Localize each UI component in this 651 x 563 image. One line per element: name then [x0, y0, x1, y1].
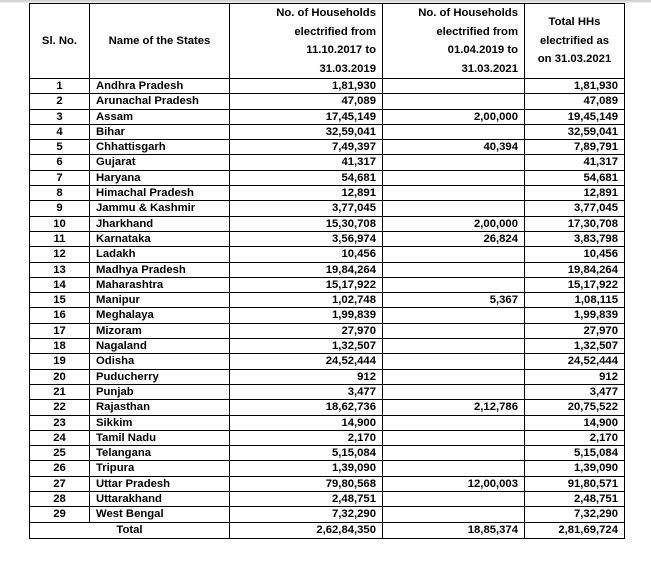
- row-households-2019-2021: [383, 430, 525, 445]
- table-row: [30, 476, 625, 491]
- row-sl-no: 9: [30, 201, 90, 216]
- row-total-hhs: 32,59,041: [525, 124, 625, 139]
- row-sl-no: 23: [30, 415, 90, 430]
- row-sl-no: 26: [30, 461, 90, 476]
- table-row: [30, 124, 625, 139]
- row-sl-no: 13: [30, 262, 90, 277]
- header-line: 31.03.2019: [319, 62, 376, 75]
- row-sl-no: 29: [30, 507, 90, 522]
- row-households-2017-2019: 2,170: [230, 430, 383, 445]
- row-total-hhs: 1,81,930: [525, 79, 625, 94]
- row-total-hhs: 1,32,507: [525, 339, 625, 354]
- row-households-2019-2021: [383, 384, 525, 399]
- header-line: on 31.03.2021: [537, 53, 612, 66]
- header-line: 01.04.2019 to: [447, 44, 518, 56]
- row-sl-no: 21: [30, 384, 90, 399]
- row-sl-no: 6: [30, 155, 90, 170]
- row-sl-no: 4: [30, 124, 90, 139]
- row-state-name: Uttarakhand: [90, 492, 230, 507]
- table-row: [30, 369, 625, 384]
- row-households-2019-2021: [383, 277, 525, 292]
- row-total-hhs: 19,45,149: [525, 109, 625, 124]
- row-state-name: Arunachal Pradesh: [90, 94, 230, 109]
- row-state-name: Madhya Pradesh: [90, 262, 230, 277]
- row-state-name: Bihar: [90, 124, 230, 139]
- row-households-2017-2019: 1,02,748: [230, 293, 383, 308]
- row-households-2017-2019: 1,81,930: [230, 79, 383, 94]
- row-households-2019-2021: 2,00,000: [383, 109, 525, 124]
- household-electrification-table: [29, 3, 625, 539]
- row-total-hhs: 20,75,522: [525, 400, 625, 415]
- row-households-2019-2021: [383, 354, 525, 369]
- table-row: [30, 339, 625, 354]
- row-households-2017-2019: 79,80,568: [230, 476, 383, 491]
- row-total-hhs: 54,681: [525, 170, 625, 185]
- header-line: 31.03.2021: [461, 62, 518, 75]
- header-households-2019-2021: [383, 4, 525, 79]
- row-state-name: Jammu & Kashmir: [90, 201, 230, 216]
- row-households-2017-2019: 15,17,922: [230, 277, 383, 292]
- row-households-2017-2019: 1,39,090: [230, 461, 383, 476]
- row-state-name: Uttar Pradesh: [90, 476, 230, 491]
- row-households-2019-2021: [383, 308, 525, 323]
- row-total-hhs: 7,89,791: [525, 140, 625, 155]
- row-state-name: Telangana: [90, 446, 230, 461]
- row-households-2019-2021: [383, 339, 525, 354]
- total-hhs-electrified: 2,81,69,724: [525, 522, 625, 538]
- row-households-2019-2021: [383, 262, 525, 277]
- row-total-hhs: 41,317: [525, 155, 625, 170]
- row-total-hhs: 10,456: [525, 247, 625, 262]
- total-households-2017-2019: 2,62,84,350: [230, 522, 383, 538]
- header-sl-no: Sl. No.: [30, 4, 90, 79]
- row-total-hhs: 2,48,751: [525, 492, 625, 507]
- row-total-hhs: 3,77,045: [525, 201, 625, 216]
- row-state-name: Manipur: [90, 293, 230, 308]
- row-households-2017-2019: 7,49,397: [230, 140, 383, 155]
- row-sl-no: 1: [30, 79, 90, 94]
- row-total-hhs: 1,39,090: [525, 461, 625, 476]
- row-state-name: Sikkim: [90, 415, 230, 430]
- table-row: [30, 461, 625, 476]
- row-state-name: Rajasthan: [90, 400, 230, 415]
- row-households-2017-2019: 1,32,507: [230, 339, 383, 354]
- header-line: electrified from: [294, 25, 376, 38]
- row-sl-no: 22: [30, 400, 90, 415]
- table-row: [30, 94, 625, 109]
- row-total-hhs: 47,089: [525, 94, 625, 109]
- row-sl-no: 7: [30, 170, 90, 185]
- row-state-name: Ladakh: [90, 247, 230, 262]
- row-state-name: Punjab: [90, 384, 230, 399]
- row-total-hhs: 17,30,708: [525, 216, 625, 231]
- table-body: [30, 79, 625, 523]
- row-sl-no: 11: [30, 231, 90, 246]
- table-row: [30, 231, 625, 246]
- row-sl-no: 16: [30, 308, 90, 323]
- row-state-name: Tripura: [90, 461, 230, 476]
- row-sl-no: 25: [30, 446, 90, 461]
- header-total-hhs: [525, 4, 625, 79]
- row-households-2017-2019: 15,30,708: [230, 216, 383, 231]
- row-households-2019-2021: [383, 369, 525, 384]
- row-sl-no: 12: [30, 247, 90, 262]
- row-households-2017-2019: 2,48,751: [230, 492, 383, 507]
- row-sl-no: 2: [30, 94, 90, 109]
- total-label: Total: [30, 522, 230, 538]
- row-total-hhs: 1,99,839: [525, 308, 625, 323]
- table-row: [30, 446, 625, 461]
- row-state-name: Himachal Pradesh: [90, 186, 230, 201]
- row-households-2019-2021: 12,00,003: [383, 476, 525, 491]
- row-households-2019-2021: [383, 201, 525, 216]
- row-households-2019-2021: 2,12,786: [383, 400, 525, 415]
- table-row: [30, 354, 625, 369]
- row-households-2019-2021: [383, 247, 525, 262]
- row-households-2019-2021: [383, 415, 525, 430]
- table-row: [30, 155, 625, 170]
- table-row: [30, 140, 625, 155]
- row-state-name: Assam: [90, 109, 230, 124]
- table-row: [30, 262, 625, 277]
- row-households-2019-2021: [383, 492, 525, 507]
- row-households-2019-2021: [383, 507, 525, 522]
- row-sl-no: 5: [30, 140, 90, 155]
- row-state-name: Nagaland: [90, 339, 230, 354]
- header-line: electrified as: [539, 34, 610, 47]
- row-state-name: Puducherry: [90, 369, 230, 384]
- row-sl-no: 20: [30, 369, 90, 384]
- row-state-name: Meghalaya: [90, 308, 230, 323]
- row-households-2019-2021: 5,367: [383, 293, 525, 308]
- total-row: [30, 522, 625, 538]
- row-households-2019-2021: [383, 323, 525, 338]
- header-households-2017-2019: [230, 4, 383, 79]
- table-row: [30, 400, 625, 415]
- row-sl-no: 18: [30, 339, 90, 354]
- row-households-2017-2019: 1,99,839: [230, 308, 383, 323]
- table-row: [30, 79, 625, 94]
- total-households-2019-2021: 18,85,374: [383, 522, 525, 538]
- table-row: [30, 247, 625, 262]
- row-total-hhs: 912: [525, 369, 625, 384]
- row-households-2017-2019: 5,15,084: [230, 446, 383, 461]
- row-state-name: Haryana: [90, 170, 230, 185]
- row-households-2017-2019: 12,891: [230, 186, 383, 201]
- row-sl-no: 14: [30, 277, 90, 292]
- table-row: [30, 277, 625, 292]
- row-households-2017-2019: 17,45,149: [230, 109, 383, 124]
- row-state-name: Tamil Nadu: [90, 430, 230, 445]
- row-state-name: Andhra Pradesh: [90, 79, 230, 94]
- row-total-hhs: 5,15,084: [525, 446, 625, 461]
- table-row: [30, 415, 625, 430]
- table-row: [30, 308, 625, 323]
- row-sl-no: 27: [30, 476, 90, 491]
- row-households-2017-2019: 24,52,444: [230, 354, 383, 369]
- row-sl-no: 15: [30, 293, 90, 308]
- header-line: Total HHs: [548, 16, 601, 29]
- table-row: [30, 323, 625, 338]
- row-households-2019-2021: [383, 170, 525, 185]
- row-total-hhs: 14,900: [525, 415, 625, 430]
- table-row: [30, 507, 625, 522]
- row-state-name: Karnataka: [90, 231, 230, 246]
- row-sl-no: 28: [30, 492, 90, 507]
- row-total-hhs: 3,83,798: [525, 231, 625, 246]
- row-state-name: Mizoram: [90, 323, 230, 338]
- row-sl-no: 24: [30, 430, 90, 445]
- table-row: [30, 186, 625, 201]
- table-row: [30, 216, 625, 231]
- row-households-2019-2021: [383, 94, 525, 109]
- table-row: [30, 170, 625, 185]
- row-sl-no: 8: [30, 186, 90, 201]
- header-line: 11.10.2017 to: [306, 44, 376, 56]
- row-households-2017-2019: 54,681: [230, 170, 383, 185]
- row-households-2019-2021: 2,00,000: [383, 216, 525, 231]
- row-total-hhs: 91,80,571: [525, 476, 625, 491]
- row-sl-no: 19: [30, 354, 90, 369]
- row-households-2017-2019: 14,900: [230, 415, 383, 430]
- row-state-name: Jharkhand: [90, 216, 230, 231]
- row-households-2019-2021: 40,394: [383, 140, 525, 155]
- row-state-name: Odisha: [90, 354, 230, 369]
- row-state-name: Gujarat: [90, 155, 230, 170]
- table-row: [30, 492, 625, 507]
- row-total-hhs: 2,170: [525, 430, 625, 445]
- row-households-2019-2021: [383, 124, 525, 139]
- row-state-name: Maharashtra: [90, 277, 230, 292]
- row-state-name: Chhattisgarh: [90, 140, 230, 155]
- row-total-hhs: 7,32,290: [525, 507, 625, 522]
- row-households-2017-2019: 19,84,264: [230, 262, 383, 277]
- row-households-2017-2019: 3,477: [230, 384, 383, 399]
- row-sl-no: 10: [30, 216, 90, 231]
- table-row: [30, 430, 625, 445]
- header-line: No. of Households: [418, 7, 518, 19]
- row-households-2017-2019: 27,970: [230, 323, 383, 338]
- row-households-2017-2019: 41,317: [230, 155, 383, 170]
- row-households-2017-2019: 3,77,045: [230, 201, 383, 216]
- row-households-2019-2021: [383, 79, 525, 94]
- row-households-2019-2021: [383, 446, 525, 461]
- row-households-2017-2019: 7,32,290: [230, 507, 383, 522]
- row-households-2017-2019: 18,62,736: [230, 400, 383, 415]
- row-households-2017-2019: 47,089: [230, 94, 383, 109]
- row-households-2019-2021: [383, 186, 525, 201]
- row-households-2019-2021: 26,824: [383, 231, 525, 246]
- row-households-2019-2021: [383, 461, 525, 476]
- row-sl-no: 17: [30, 323, 90, 338]
- row-total-hhs: 15,17,922: [525, 277, 625, 292]
- row-total-hhs: 24,52,444: [525, 354, 625, 369]
- table-row: [30, 384, 625, 399]
- row-total-hhs: 3,477: [525, 384, 625, 399]
- header-line: electrified from: [436, 25, 518, 38]
- table-row: [30, 293, 625, 308]
- row-households-2017-2019: 10,456: [230, 247, 383, 262]
- row-total-hhs: 27,970: [525, 323, 625, 338]
- row-total-hhs: 1,08,115: [525, 293, 625, 308]
- row-state-name: West Bengal: [90, 507, 230, 522]
- header-line: No. of Households: [276, 7, 376, 19]
- row-total-hhs: 19,84,264: [525, 262, 625, 277]
- row-total-hhs: 12,891: [525, 186, 625, 201]
- header-row: [30, 4, 625, 79]
- row-households-2017-2019: 32,59,041: [230, 124, 383, 139]
- header-state-name: Name of the States: [90, 4, 230, 79]
- row-households-2017-2019: 912: [230, 369, 383, 384]
- row-households-2017-2019: 3,56,974: [230, 231, 383, 246]
- table-row: [30, 201, 625, 216]
- table-row: [30, 109, 625, 124]
- row-households-2019-2021: [383, 155, 525, 170]
- row-sl-no: 3: [30, 109, 90, 124]
